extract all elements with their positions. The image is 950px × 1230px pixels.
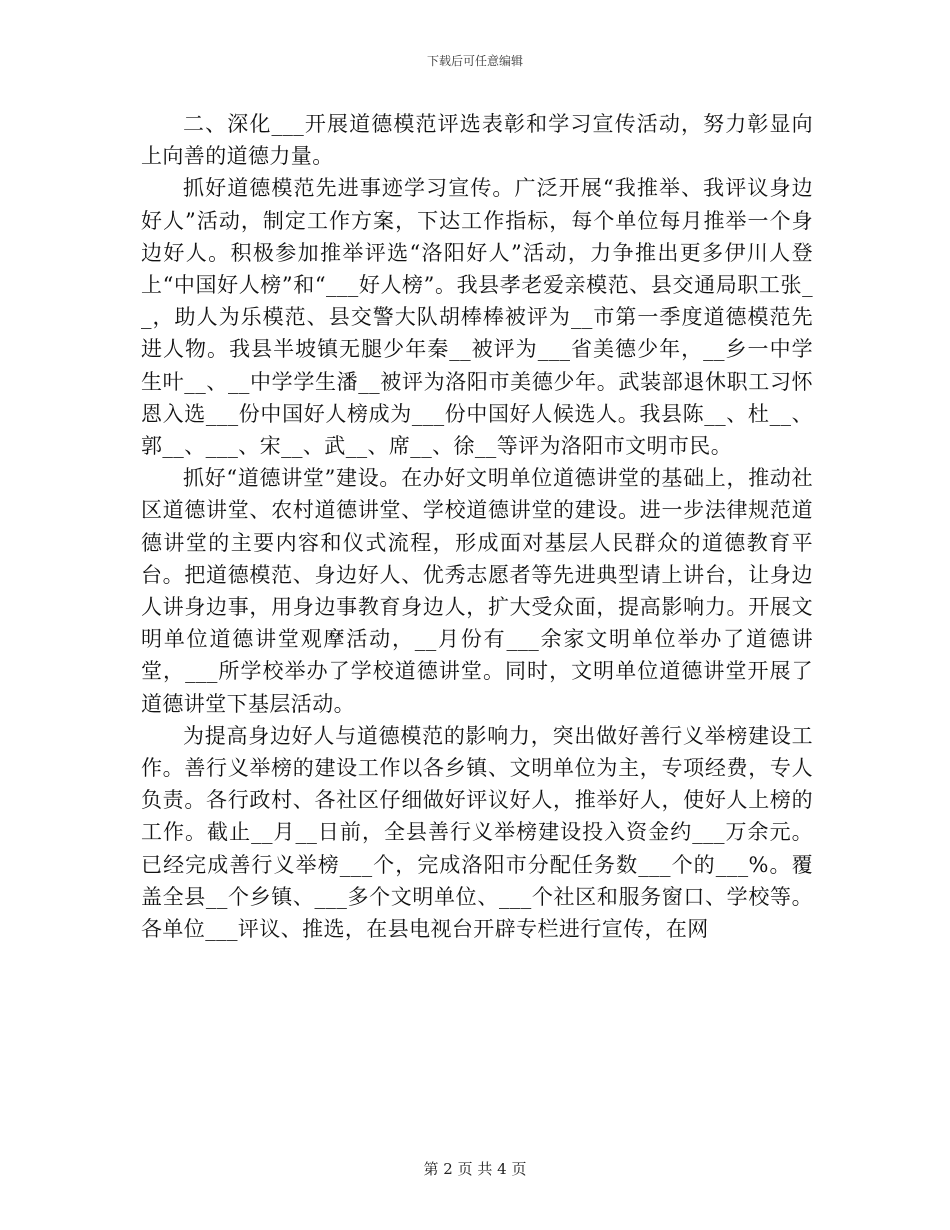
paragraph-moral-lecture-hall: 抓好“道德讲堂”建设。在办好文明单位道德讲堂的基础上，推动社区道德讲堂、农村道德讲堂、学校道德讲堂的建设。进一步法律规范道德讲堂的主要内容和仪式流程，形成面对基层人民群众的道德教育平台。把道德模范、身边好人、优秀志愿者等先进典型请上讲台，让身边人讲身边事，用身边事教育身边人，扩大受众面，提高影响力。开展文明单位道德讲堂观摩活动，__月份有___余家文明单位举办了道德讲堂，___所学校举办了学校道德讲堂。同时，文明单位道德讲堂开展了道德讲堂下基层活动。 xyxy=(141,466,813,716)
paragraph-good-deeds-board: 为提高身边好人与道德模范的影响力，突出做好善行义举榜建设工作。善行义举榜的建设工作以各乡镇、文明单位为主，专项经费，专人负责。各行政村、各社区仔细做好评议好人，推举好人，使好人上榜的工作。截止__月__日前，全县善行义举榜建设投入资金约___万余元。已经完成善行义举榜___个，完成洛阳市分配任务数___个的___%。覆盖全县__个乡镇、___多个文明单位、___个社区和服务窗口、学校等。各单位___评议、推选，在县电视台开辟专栏进行宣传，在网 xyxy=(141,723,813,942)
page-number-footer: 第 2 页 共 4 页 xyxy=(423,1160,527,1178)
paragraph-model-publicity: 抓好道德模范先进事迹学习宣传。广泛开展“我推举、我评议身边好人”活动，制定工作方案，下达工作指标，每个单位每月推举一个身边好人。积极参加推举评选“洛阳好人”活动，力争推出更多伊川人登上“中国好人榜”和“___好人榜”。我县孝老爱亲模范、县交通局职工张__，助人为乐模范、县交警大队胡棒棒被评为__市第一季度道德模范先进人物。我县半坡镇无腿少年秦__被评为___省美德少年，__乡一中学生叶__、__中学学生潘__被评为洛阳市美德少年。武装部退休职工习怀恩入选___份中国好人榜成为___份中国好人候选人。我县陈__、杜__、郭__、___、宋__、武__、席__、徐__等评为洛阳市文明市民。 xyxy=(141,176,813,459)
document-body xyxy=(141,108,813,945)
page-header-note: 下载后可任意编辑 xyxy=(426,54,523,68)
paragraph-section-heading: 二、深化___开展道德模范评选表彰和学习宣传活动，努力彰显向上向善的道德力量。 xyxy=(141,112,813,169)
